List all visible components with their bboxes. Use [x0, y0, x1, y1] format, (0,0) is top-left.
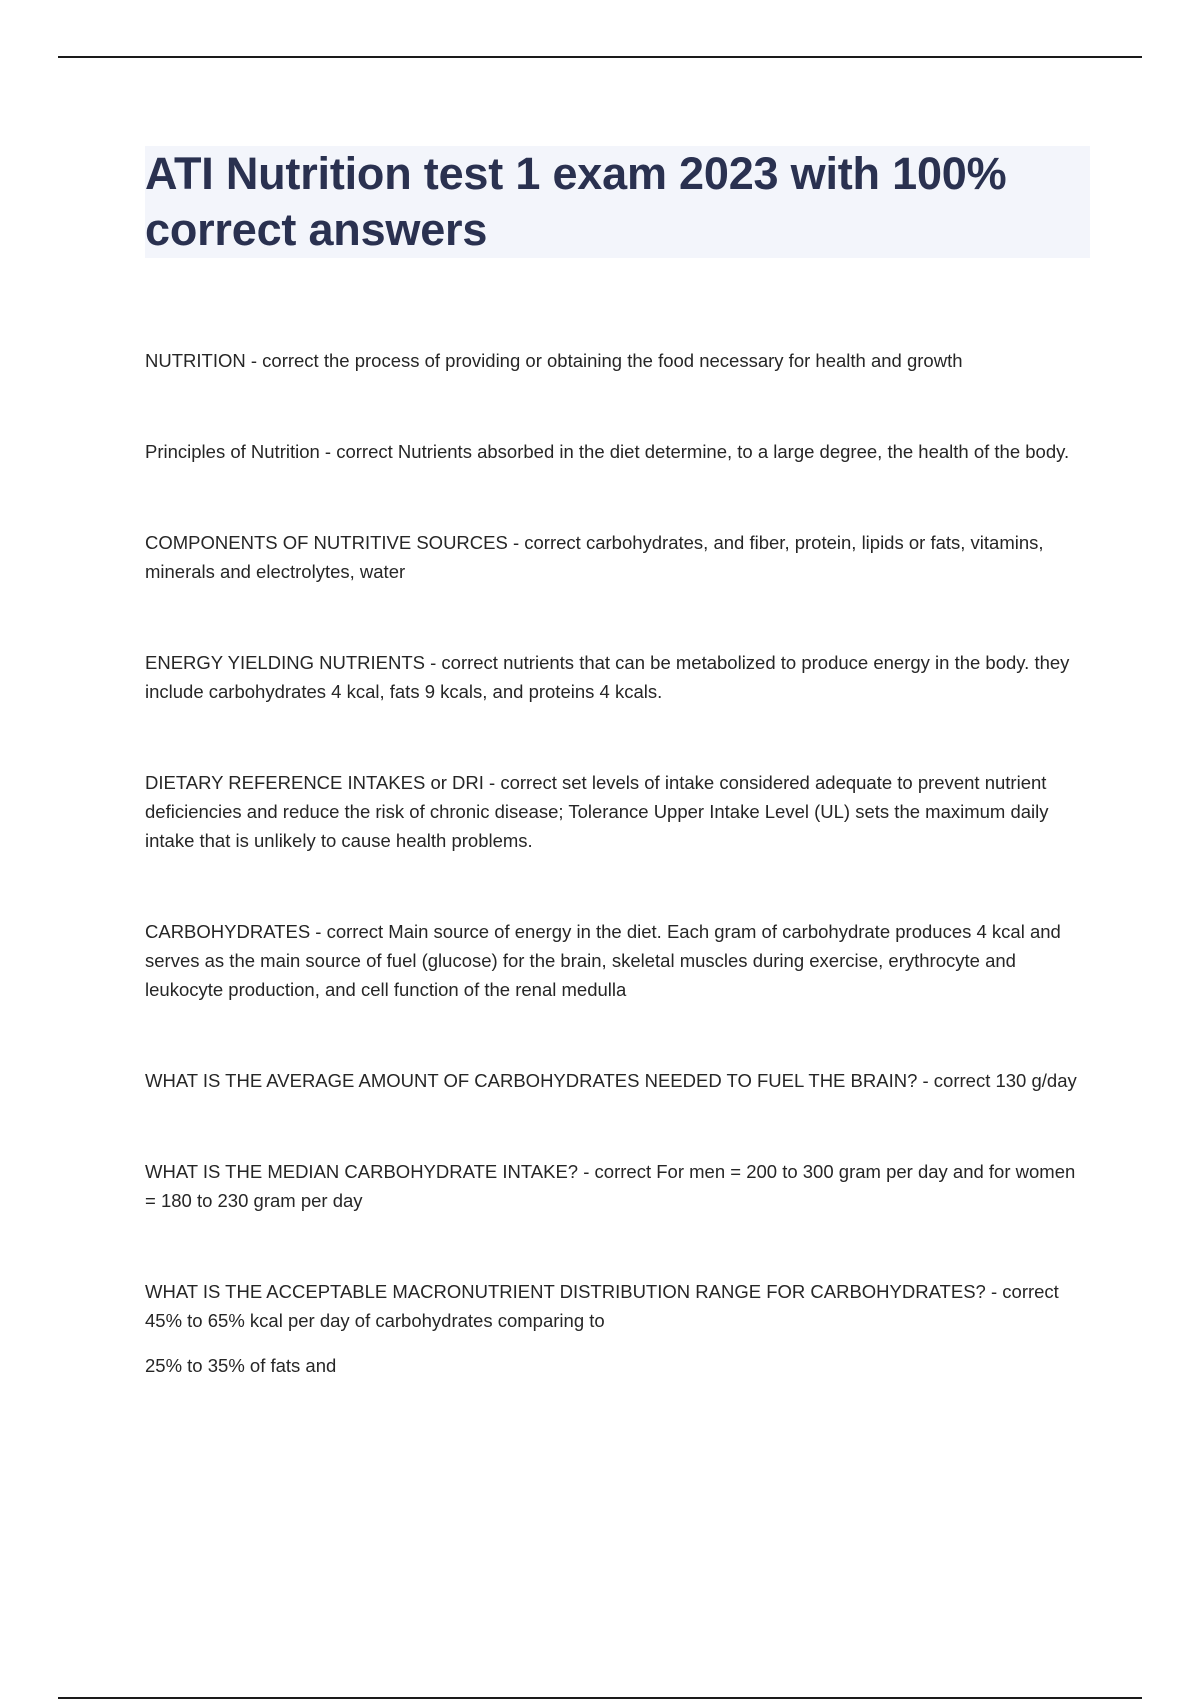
entry-answer: 130 g/day [995, 1070, 1077, 1091]
entry-term: CARBOHYDRATES [145, 921, 311, 942]
entry-answer: 45% to 65% kcal per day of carbohydrates comparing to [145, 1310, 605, 1331]
entry-separator: - correct [424, 652, 504, 673]
entry-dietary-reference-intakes [145, 768, 1090, 855]
entry-term: WHAT IS THE ACCEPTABLE MACRONUTRIENT DISTRIBUTION RANGE FOR CARBOHYDRATES? [145, 1281, 986, 1302]
entry-answer: Nutrients absorbed in the diet determine, to a large degree, the health of the body. [397, 441, 1070, 462]
entry-answer: set levels of intake considered adequate to prevent nutrient deficiencies and reduce the risk of chronic disease; Tolerance Upper Intake Level (UL) sets the maximum daily intake that is unlikely to cause health problems. [145, 772, 1049, 851]
entry-text [145, 1157, 1090, 1215]
entry-term: WHAT IS THE MEDIAN CARBOHYDRATE INTAKE? [145, 1161, 579, 1182]
entry-text [145, 1066, 1090, 1095]
entry-text [145, 1277, 1090, 1335]
entry-separator: - correct [245, 350, 324, 371]
entry-separator: - correct [507, 532, 586, 553]
entry-separator: - correct [578, 1161, 657, 1182]
entry-text [145, 528, 1090, 586]
entry-amdr-carbohydrates [145, 1277, 1090, 1380]
entry-term: NUTRITION [145, 350, 246, 371]
title-block [145, 146, 1090, 258]
entry-separator: - correct [319, 441, 398, 462]
entry-term: COMPONENTS OF NUTRITIVE SOURCES [145, 532, 508, 553]
entry-text [145, 768, 1090, 855]
entry-answer: nutrients that can be metabolized to produce energy in the body. they include carbohydrates 4 kcal, fats 9 kcals, and proteins 4 kcals. [145, 652, 1070, 702]
entry-term: DIETARY REFERENCE INTAKES or DRI [145, 772, 484, 793]
entry-text [145, 437, 1090, 466]
entry-answer: For men = 200 to 300 gram per day and for women = 180 to 230 gram per day [145, 1161, 1076, 1211]
document-body [145, 346, 1090, 1442]
entry-text [145, 346, 1090, 375]
entry-term: ENERGY YIELDING NUTRIENTS [145, 652, 425, 673]
entry-term: WHAT IS THE AVERAGE AMOUNT OF CARBOHYDRATES NEEDED TO FUEL THE BRAIN? [145, 1070, 918, 1091]
bottom-rule [58, 1697, 1142, 1699]
entry-separator: - correct [310, 921, 389, 942]
entry-carbohydrates [145, 917, 1090, 1004]
entry-answer: Main source of energy in the diet. Each gram of carbohydrate produces 4 kcal and serves as the main source of fuel (glucose) for the brain, skeletal muscles during exercise, erythrocyte and leukocyte production, and cell function of the renal medulla [145, 921, 1061, 1000]
entry-nutrition [145, 346, 1090, 375]
entry-components-of-nutritive-sources [145, 528, 1090, 586]
entry-separator: - correct [483, 772, 563, 793]
document-title: ATI Nutrition test 1 exam 2023 with 100% correct answers [145, 148, 1007, 255]
entry-separator: - correct [917, 1070, 996, 1091]
entry-text [145, 917, 1090, 1004]
entry-separator: - correct [985, 1281, 1059, 1302]
entry-carbohydrates-for-brain [145, 1066, 1090, 1095]
entry-text [145, 648, 1090, 706]
top-rule [58, 56, 1142, 58]
entry-median-carbohydrate-intake [145, 1157, 1090, 1215]
entry-answer: carbohydrates, and fiber, protein, lipids or fats, vitamins, minerals and electrolytes, water [145, 532, 1044, 582]
entry-answer: the process of providing or obtaining the food necessary for health and growth [323, 350, 963, 371]
entry-principles-of-nutrition [145, 437, 1090, 466]
entry-term: Principles of Nutrition [145, 441, 320, 462]
entry-energy-yielding-nutrients [145, 648, 1090, 706]
entry-continuation: 25% to 35% of fats and [145, 1355, 337, 1376]
